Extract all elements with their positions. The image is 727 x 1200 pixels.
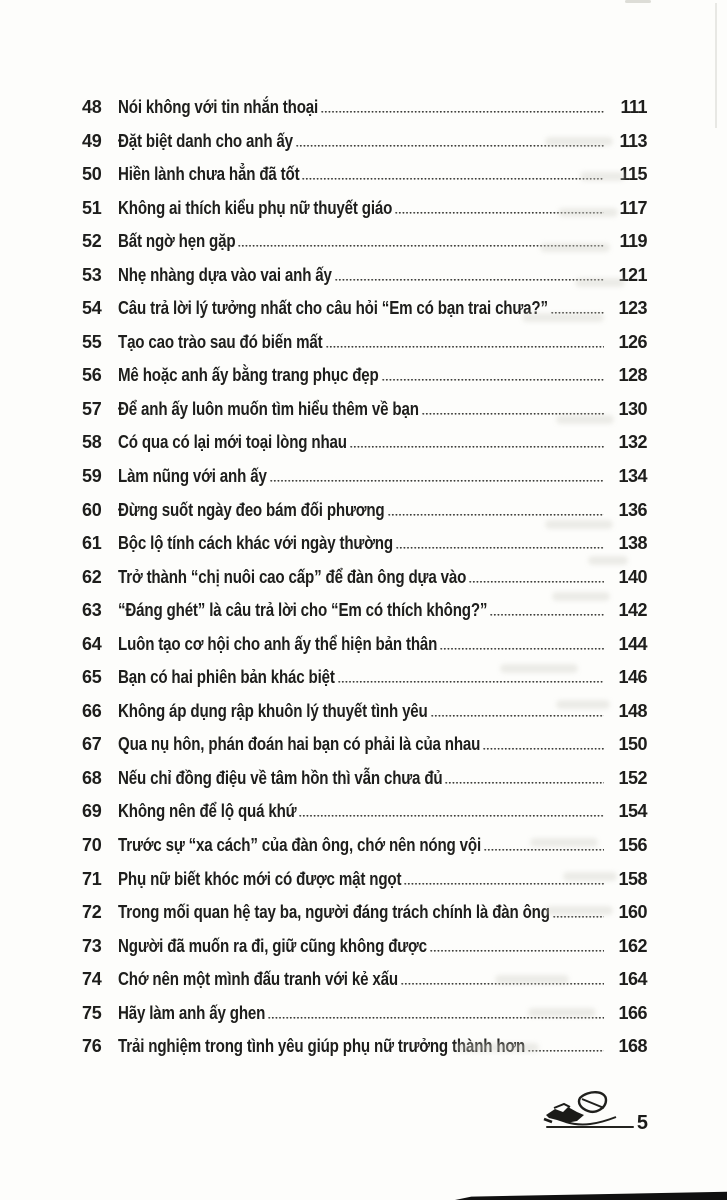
toc-row [82,326,647,360]
ink-bleed-artifact [530,838,598,847]
page-footer [540,1086,648,1134]
ink-bleed-artifact [545,520,613,529]
chapter-title: Nếu chỉ đồng điệu về tâm hồn thì vẫn chưa đủ [118,767,443,788]
chapter-title: Người đã muốn ra đi, giữ cũng không được [118,935,427,956]
toc-row [82,863,647,897]
chapter-number: 55 [82,331,102,352]
chapter-number: 52 [82,231,102,252]
chapter-page-number: 168 [618,1036,647,1057]
ink-bleed-artifact [522,313,604,322]
chapter-number: 65 [82,667,102,688]
ink-bleed-artifact [540,243,610,252]
dot-leader [484,848,604,851]
dot-leader [350,445,604,448]
dot-leader [388,513,605,516]
toc-row [82,225,647,259]
chapter-number: 59 [82,466,102,487]
scan-edge-line [715,3,717,128]
chapter-title: “Đáng ghét” là câu trả lời cho “Em có thích không?” [118,600,488,621]
chapter-title: Đặt biệt danh cho anh ấy [118,130,293,151]
dot-leader [483,747,604,750]
chapter-page-number: 162 [618,935,647,956]
chapter-number: 74 [82,969,102,990]
ink-bleed-artifact [556,700,610,709]
chapter-number: 71 [82,868,102,889]
chapter-page-number: 138 [618,533,647,554]
chapter-number: 51 [82,197,102,218]
chapter-page-number: 142 [618,600,647,621]
toc-row [82,728,647,762]
chapter-page-number: 119 [619,231,647,252]
chapter-title: Đừng suốt ngày đeo bám đối phương [118,499,385,520]
chapter-number: 68 [82,767,102,788]
dot-leader [553,915,604,918]
ink-bleed-artifact [455,1043,539,1052]
chapter-title: Bạn có hai phiên bản khác biệt [118,667,335,688]
chapter-title: Có qua có lại mới toại lòng nhau [118,432,347,453]
toc-row [82,359,647,393]
chapter-number: 75 [82,1002,102,1023]
toc-row [82,460,647,494]
ink-bleed-artifact [558,208,618,217]
chapter-number: 49 [82,130,102,151]
ink-bleed-artifact [556,415,614,424]
chapter-number: 60 [82,499,102,520]
dot-leader [469,580,604,583]
dot-leader [490,613,604,616]
chapter-page-number: 166 [618,1002,647,1023]
folio-page-number: 5 [636,1112,648,1134]
chapter-page-number: 123 [618,298,647,319]
ink-bleed-artifact [588,556,628,565]
chapter-page-number: 113 [619,130,647,151]
toc-row [82,158,647,192]
chapter-page-number: 115 [619,164,647,185]
chapter-page-number: 164 [618,969,647,990]
chapter-number: 61 [82,533,102,554]
chapter-page-number: 134 [618,466,647,487]
ink-bleed-artifact [580,172,625,181]
dot-leader [326,345,605,348]
dot-leader [338,680,604,683]
chapter-number: 70 [82,835,102,856]
scan-shadow-edge [455,1191,727,1200]
chapter-number: 50 [82,164,102,185]
dot-leader [382,378,604,381]
dot-leader [430,949,604,952]
chapter-title: Phụ nữ biết khóc mới có được mật ngọt [118,868,402,889]
chapter-number: 66 [82,700,102,721]
ink-bleed-artifact [495,975,569,984]
chapter-number: 54 [82,298,102,319]
chapter-title: Trước sự “xa cách” của đàn ông, chớ nên nóng vội [118,835,482,856]
chapter-number: 69 [82,801,102,822]
toc-row [82,930,647,964]
toc-row [82,426,647,460]
chapter-number: 76 [82,1036,102,1057]
chapter-page-number: 117 [619,197,647,218]
chapter-number: 62 [82,566,102,587]
chapter-title: Bất ngờ hẹn gặp [118,231,236,252]
dot-leader [321,110,604,113]
dot-leader [431,714,604,717]
chapter-number: 48 [82,97,102,117]
chapter-number: 64 [82,633,102,654]
chapter-title: Nhẹ nhàng dựa vào vai anh ấy [118,264,332,285]
chapter-number: 57 [82,398,102,419]
chapter-title: Bộc lộ tính cách khác với ngày thường [118,533,393,554]
chapter-title: Trải nghiệm trong tình yêu giúp phụ nữ trưởng thành hơn [118,1036,526,1057]
dot-leader [299,814,604,817]
toc-row [82,259,647,293]
chapter-title: Làm nũng với anh ấy [118,466,267,487]
chapter-title: Mê hoặc anh ấy bằng trang phục đẹp [118,365,379,386]
ink-bleed-artifact [563,872,617,881]
chapter-page-number: 140 [618,566,647,587]
chapter-page-number: 136 [618,499,647,520]
toc-row [82,91,647,125]
signature-flourish-icon [540,1088,632,1128]
folio-underline [546,1126,634,1128]
chapter-title: Tạo cao trào sau đó biến mất [118,331,323,352]
chapter-number: 58 [82,432,102,453]
chapter-page-number: 132 [618,432,647,453]
toc-row [82,527,647,561]
dot-leader [335,278,604,281]
chapter-page-number: 148 [618,700,647,721]
chapter-page-number: 111 [620,97,647,117]
chapter-title: Câu trả lời lý tưởng nhất cho câu hỏi “Em có bạn trai chưa?” [118,298,548,319]
chapter-number: 56 [82,365,102,386]
chapter-title: Hiền lành chưa hẳn đã tốt [118,164,300,185]
chapter-number: 73 [82,935,102,956]
ink-bleed-artifact [545,137,613,146]
ink-bleed-artifact [500,664,578,673]
chapter-page-number: 128 [618,365,647,386]
toc-row [82,762,647,796]
toc-row [82,628,647,662]
chapter-page-number: 121 [618,264,647,285]
ink-bleed-artifact [528,1008,596,1017]
scan-edge-mark [625,0,651,3]
dot-leader [440,647,604,650]
dot-leader [404,882,604,885]
toc-row [82,561,647,595]
dot-leader [396,546,604,549]
ink-bleed-artifact [545,906,613,915]
chapter-page-number: 152 [618,767,647,788]
toc-row [82,795,647,829]
chapter-title: Trở thành “chị nuôi cao cấp” để đàn ông dựa vào [118,566,467,587]
chapter-title: Trong mối quan hệ tay ba, người đáng trách chính là đàn ông [118,902,550,923]
chapter-title: Nói không với tin nhắn thoại [118,97,319,117]
ink-bleed-artifact [552,592,610,601]
chapter-page-number: 156 [618,835,647,856]
toc-list [82,91,647,1064]
chapter-page-number: 160 [618,902,647,923]
chapter-title: Luôn tạo cơ hội cho anh ấy thể hiện bản thân [118,633,438,654]
chapter-title: Hãy làm anh ấy ghen [118,1002,266,1023]
chapter-number: 67 [82,734,102,755]
toc-row [82,1030,647,1064]
chapter-page-number: 150 [618,734,647,755]
chapter-number: 72 [82,902,102,923]
chapter-title: Không nên để lộ quá khứ [118,801,297,822]
chapter-page-number: 158 [618,868,647,889]
chapter-title: Chớ nên một mình đấu tranh với kẻ xấu [118,969,398,990]
chapter-page-number: 144 [618,633,647,654]
dot-leader [270,479,604,482]
chapter-page-number: 126 [618,331,647,352]
chapter-number: 63 [82,600,102,621]
chapter-page-number: 154 [618,801,647,822]
chapter-title: Không ai thích kiểu phụ nữ thuyết giáo [118,197,393,218]
chapter-page-number: 130 [618,398,647,419]
chapter-title: Qua nụ hôn, phán đoán hai bạn có phải là của nhau [118,734,481,755]
chapter-title: Không áp dụng rập khuôn lý thuyết tình yêu [118,700,428,721]
dot-leader [445,781,604,784]
chapter-title: Để anh ấy luôn muốn tìm hiểu thêm về bạn [118,398,419,419]
dot-leader [302,177,604,180]
chapter-page-number: 146 [618,667,647,688]
chapter-number: 53 [82,264,102,285]
dot-leader [528,1049,604,1052]
ink-bleed-artifact [575,278,625,287]
